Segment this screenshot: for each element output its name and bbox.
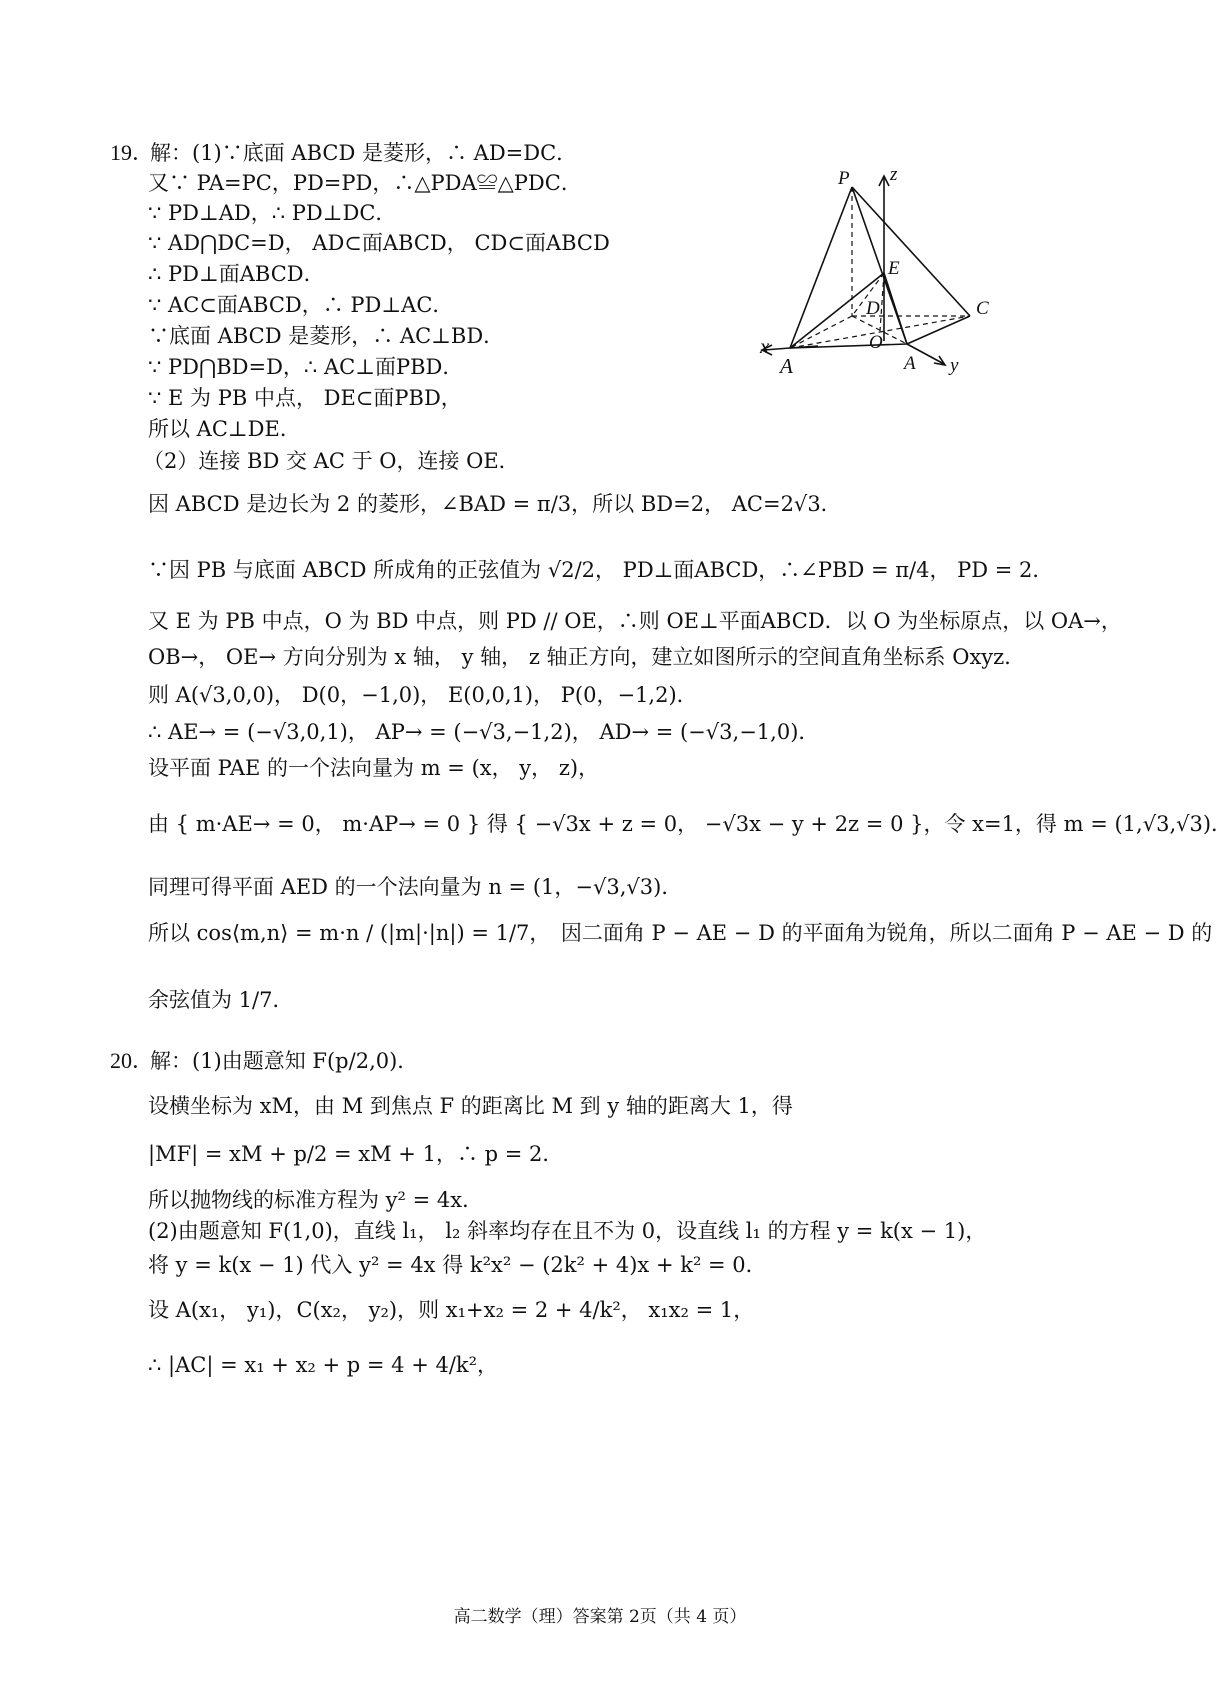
p19-line-3: ∵ PD⊥AD，∴ PD⊥DC． xyxy=(148,201,397,225)
p19-line-5: ∴ PD⊥面ABCD． xyxy=(148,262,325,286)
p19-line-18: 设平面 PAE 的一个法向量为 m = (x， y， z)， xyxy=(148,756,600,780)
problem-20-number: 20． xyxy=(110,1048,155,1073)
label-O: O xyxy=(869,332,883,353)
p19-line-11: （2）连接 BD 交 AC 于 O，连接 OE． xyxy=(143,449,520,473)
label-B: A xyxy=(904,353,916,374)
p19-line-2: 又∵ PA=PC，PD=PD，∴△PDA≌△PDC． xyxy=(148,171,582,195)
p20-line-3: |MF| = xM + p/2 = xM + 1，∴ p = 2． xyxy=(148,1142,564,1166)
label-z: z xyxy=(890,164,898,185)
label-D: D xyxy=(866,298,880,319)
p20-line-7: 设 A(x₁， y₁)，C(x₂， y₂)，则 x₁+x₂ = 2 + 4/k²， x₁x₂ = 1， xyxy=(148,1298,755,1322)
page-footer: 高二数学（理）答案第 2页（共 4 页） xyxy=(453,1607,747,1627)
p19-line-19: 由 { m·AE→ = 0， m·AP→ = 0 } 得 { −√3x + z = 0， −√3x − y + 2z = 0 }，令 x=1，得 m = (1,√3,√3)． xyxy=(148,812,1232,836)
x-axis-left xyxy=(764,348,790,350)
p19-line-20: 同理可得平面 AED 的一个法向量为 n = (1，−√3,√3)． xyxy=(148,875,683,899)
p19-line-10: 所以 AC⊥DE． xyxy=(148,417,301,441)
label-y: y xyxy=(950,355,959,376)
p19-line-4: ∵ AD⋂DC=D， AD⊂面ABCD， CD⊂面ABCD xyxy=(148,231,610,255)
p20-line-5: (2)由题意知 F(1,0)，直线 l₁， l₂ 斜率均存在且不为 0，设直线 l₁ 的方程 y = k(x − 1)， xyxy=(148,1219,987,1243)
pyramid-figure xyxy=(818,164,1088,408)
p19-line-22: 余弦值为 1/7． xyxy=(148,988,294,1012)
p19-line-7: ∵底面 ABCD 是菱形，∴ AC⊥BD． xyxy=(148,324,505,348)
p19-line-17: ∴ AE→ = (−√3,0,1)， AP→ = (−√3,−1,2)， AD→ = (−√3,−1,0)． xyxy=(148,720,820,744)
edge-EB xyxy=(884,273,907,344)
p19-line-12: 因 ABCD 是边长为 2 的菱形，∠BAD = π/3，所以 BD=2， AC=2√3． xyxy=(148,492,842,516)
p20-line-4: 所以抛物线的标准方程为 y² = 4x． xyxy=(148,1188,484,1212)
p20-line-8: ∴ |AC| = x₁ + x₂ + p = 4 + 4/k²， xyxy=(148,1353,499,1377)
p20-line-6: 将 y = k(x − 1) 代入 y² = 4x 得 k²x² − (2k² + 4)x + k² = 0． xyxy=(148,1253,767,1277)
p19-line-14: 又 E 为 PB 中点，O 为 BD 中点，则 PD // OE，∴则 OE⊥平面ABCD．以 O 为坐标原点，以 OA→， xyxy=(148,609,1122,633)
label-A: A xyxy=(780,354,793,378)
figure-left-part xyxy=(760,176,820,376)
p19-line-16: 则 A(√3,0,0)， D(0，−1,0)， E(0,0,1)， P(0，−1,2)． xyxy=(148,683,698,707)
edge-PC xyxy=(852,187,970,316)
p19-line-15: OB→， OE→ 方向分别为 x 轴， y 轴， z 轴正方向，建立如图所示的空间直角坐标系 Oxyz． xyxy=(148,645,1026,669)
p19-line-9: ∵ E 为 PB 中点， DE⊂面PBD， xyxy=(148,386,462,410)
y-arrow xyxy=(934,356,945,365)
p19-line-13: ∵因 PB 与底面 ABCD 所成角的正弦值为 √2/2， PD⊥面ABCD，∴∠PBD = π/4， PD = 2． xyxy=(148,558,1054,582)
p19-line-21: 所以 cos⟨m,n⟩ = m·n / (|m|·|n|) = 1/7， 因二面角 P − AE − D 的平面角为锐角，所以二面角 P − AE − D 的 xyxy=(148,921,1213,945)
p19-line-6: ∵ AC⊂面ABCD，∴ PD⊥AC． xyxy=(148,293,454,317)
label-E: E xyxy=(888,258,900,279)
label-P: P xyxy=(838,168,850,189)
p19-line-8: ∵ PD⋂BD=D，∴ AC⊥面PBD． xyxy=(148,355,464,379)
edge-BC xyxy=(907,316,970,344)
label-C: C xyxy=(976,298,989,319)
p20-line-2: 设横坐标为 xM，由 M 到焦点 F 的距离比 M 到 y 轴的距离大 1，得 xyxy=(148,1094,793,1118)
p19-line-1: 解：(1)∵底面 ABCD 是菱形，∴ AD=DC． xyxy=(150,141,578,165)
label-x: x xyxy=(760,334,770,358)
p20-line-1: 解：(1)由题意知 F(p/2,0)． xyxy=(150,1049,419,1073)
problem-19-number: 19． xyxy=(110,140,155,165)
